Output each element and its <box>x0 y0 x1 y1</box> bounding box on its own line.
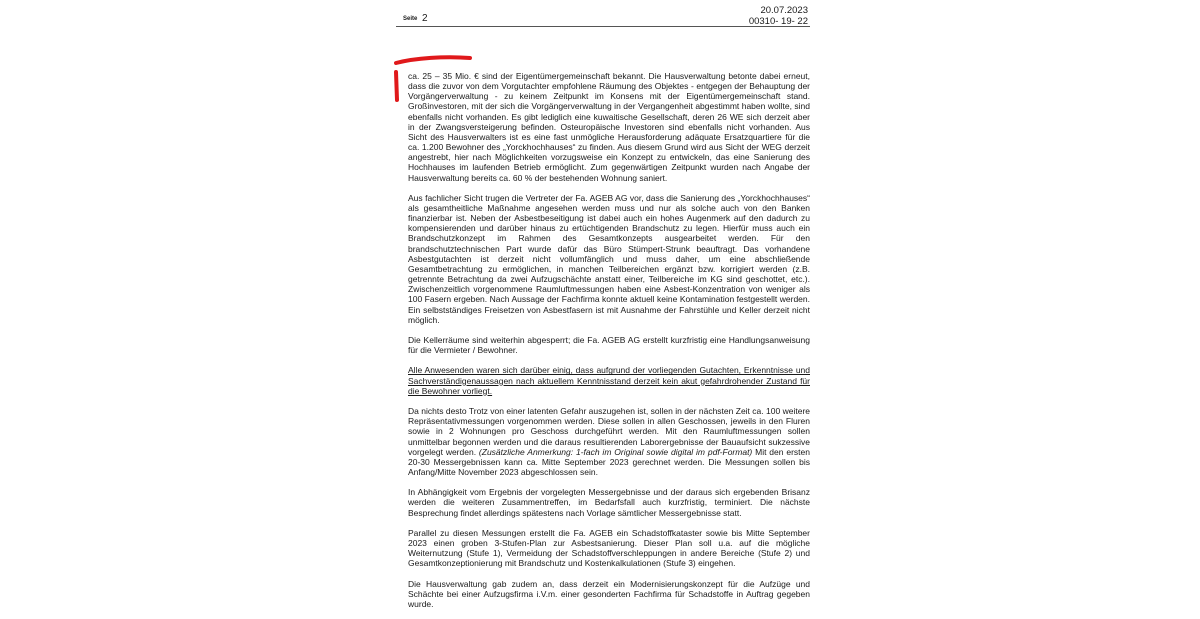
paragraph-text: Da nichts desto Trotz von einer latenten Gefahr auszugehen ist, sollen in der nächsten Zeit ca. 100 weitere Repräsentativmessungen vorgenommen werden. Diese sollen in allen Geschossen, jeweils in den Fluren sowie in 2 Wohnungen pro Geschoss durchgeführt werden. Mit den Raumluftmessungen sollen unmittelbar begonnen werden und die daraus resultierenden Laborergebnisse der Bauaufsicht sukzessive vorgelegt werden. <box>408 406 810 457</box>
document-body <box>408 71 810 619</box>
paragraph: Die Hausverwaltung gab zudem an, dass derzeit ein Modernisierungskonzept für die Aufzüge und Schächte bei einer Aufzugsfirma i.V.m. einer gesonderten Fachfirma für Schadstoffe in Auftrag gegeben wurde. <box>408 578 810 610</box>
header-divider <box>396 26 810 27</box>
paragraph: In Abhängigkeit vom Ergebnis der vorgelegten Messergebnisse und der daraus sich ergebenden Brisanz werden die weiteren Zusammentreffen, im Bedarfsfall auch kurzfristig, terminiert. Die nächste Besprechung findet allerdings spätestens nach Vorlage sämtlicher Messergebnisse statt. <box>408 487 810 518</box>
paragraph: Parallel zu diesen Messungen erstellt die Fa. AGEB ein Schadstoffkataster sowie bis Mitte September 2023 einen groben 3-Stufen-Plan zur Asbestsanierung. Dieser Plan soll u.a. auf die mögliche Weiternutzung (Stufe 1), Vermeidung der Schadstoffverschleppungen in andere Bereiche (Stufe 2) und Gesamtkonzeptionierung mit Brandschutz und Kostenkalkulationen (Stufe 3) eingehen. <box>408 527 810 569</box>
paragraph: Aus fachlicher Sicht trugen die Vertreter der Fa. AGEB AG vor, dass die Sanierung des „Yorckhochhauses“ als gesamtheitliche Maßnahme angesehen werden muss und nur als solche auch von den Banken finanzierbar ist. Neben der Asbestbeseitigung ist dabei auch ein hohes Augenmerk auf den dadurch zu kompensierenden und darüber hinaus zu ertüchtigenden Brandschutz zu legen. Hierfür muss auch ein Brandschutzkonzept im Rahmen des Gesamtkonzepts ausgearbeitet werden. Für den brandschutztechnischen Part wurde dafür das Büro Stümpert-Strunk beauftragt. Das vorhandene Asbestgutachten ist derzeit nicht vollumfänglich und muss daher, um eine abschließende Gesamtbetrachtung zu ermöglichen, in manchen Teilbereichen ergänzt bzw. korrigiert werden (z.B. getrennte Betrachtung da zwei Aufzugschächte anstatt einer, Teilbereiche im KG sind geschottet, etc.). Zwischenzeitlich vorgenommene Raumluftmessungen haben eine Asbest-Konzentration von weniger als 100 Fasern ergeben. Nach Aussage der Fachfirma konnte aktuell keine Kontamination festgestellt werden. Ein selbstständiges Freisetzen von Asbestfasern ist mit Ausnahme der Fahrstühle und Keller derzeit nicht möglich. <box>408 192 810 325</box>
paragraph-text: Mit den ersten 20-30 Messergebnissen kann ca. Mitte September 2023 gerechnet werden. Die Messungen sollen bis Anfang/Mitte November 2023 abgeschlossen sein. <box>408 446 810 478</box>
document-date: 20.07.2023 <box>760 5 808 16</box>
document-reference: 00310- 19- 22 <box>748 16 808 27</box>
page-label: Seite <box>403 16 418 22</box>
italic-note: (Zusätzliche Anmerkung: 1-fach im Original sowie digital im pdf-Format) <box>478 446 753 457</box>
paragraph: Die Kellerräume sind weiterhin abgesperrt; die Fa. AGEB AG erstellt kurzfristig eine Handlungsanweisung für die Vermieter / Bewohner. <box>408 335 810 356</box>
underlined-paragraph: Alle Anwesenden waren sich darüber einig, dass aufgrund der vorliegenden Gutachten, Erkenntnisse und Sachverständigenaussagen nach aktuellem Kenntnisstand derzeit kein akut gefahrdrohender Zustand für die Bewohner vorliegt. <box>408 365 810 396</box>
paragraph: ca. 25 – 35 Mio. € sind der Eigentümergemeinschaft bekannt. Die Hausverwaltung betonte dabei erneut, dass die zuvor von dem Vorgutachter empfohlene Räumung des Objektes - entgegen der Behauptung der Vorgängerverwaltung - zu keinem Zeitpunkt im Konsens mit der Eigentümergemeinschaft stand. Großinvestoren, mit der sich die Vorgängerverwaltung in der Vergangenheit abgestimmt haben wollte, sind ebenfalls nicht vorhanden. Es gibt lediglich eine kuwaitische Gesellschaft, deren 26 WE sich derzeit aber in der Zwangsversteigerung befinden. Osteuropäische Investoren sind ebenfalls nicht vorhanden. Aus Sicht des Hausverwalters ist es eine fast unmögliche Herausforderung adäquate Ersatzquartiere für die ca. 1.200 Bewohner des „Yorckhochhauses“ zu finden. Aus diesem Grund wird aus Sicht der WEG derzeit angestrebt, hier nach Möglichkeiten vorzugsweise ein Konzept zu entwickeln, das eine Sanierung des Hochhauses im laufenden Betrieb ermöglicht. Zum gegenwärtigen Zeitpunkt wurden nach Angabe der Hausverwaltung bereits ca. 60 % der bestehenden Wohnung saniert. <box>408 71 810 183</box>
header-meta <box>700 5 808 27</box>
page-number: 2 <box>422 13 428 24</box>
paragraph <box>408 406 810 477</box>
